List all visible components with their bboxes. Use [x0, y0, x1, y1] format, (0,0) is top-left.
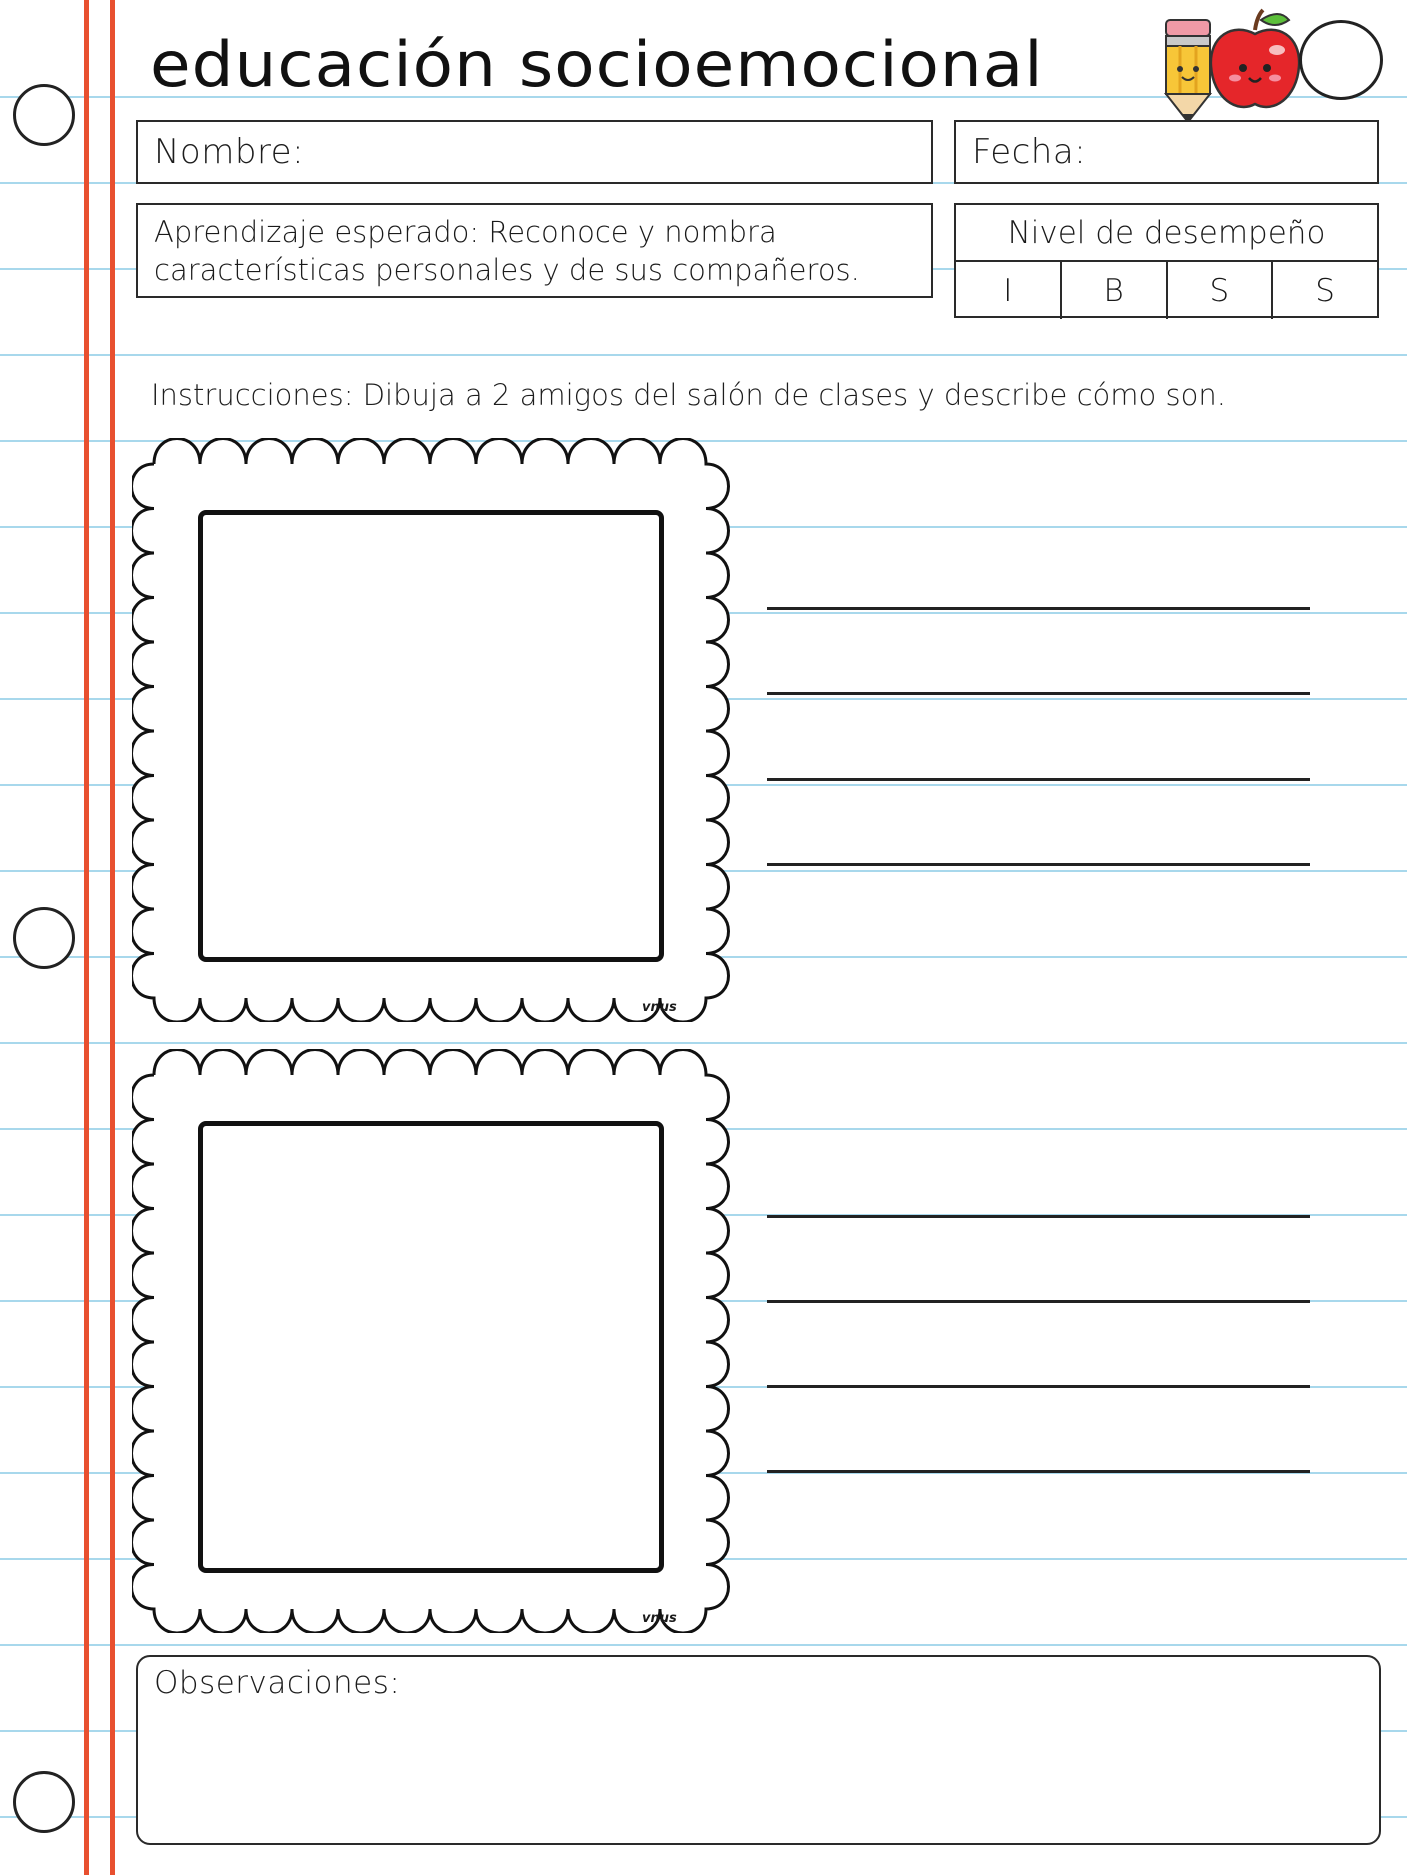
drawing-frame-2[interactable] [132, 1049, 730, 1633]
date-label: Fecha: [972, 132, 1087, 172]
margin-line-right [110, 0, 115, 1875]
answer-line[interactable] [767, 692, 1310, 695]
answer-line[interactable] [767, 778, 1310, 781]
apple-mascot-icon [1205, 6, 1305, 116]
drawing-area[interactable] [198, 1121, 664, 1573]
learning-expectation-line-1: Aprendizaje esperado: Reconoce y nombra [154, 215, 777, 249]
answer-line[interactable] [767, 1470, 1310, 1473]
binder-hole-bottom [13, 1771, 75, 1833]
answer-line[interactable] [767, 1385, 1310, 1388]
binder-hole-top [13, 84, 75, 146]
level-cell-b[interactable]: B [1062, 262, 1168, 319]
frame-signature: vnus [642, 1000, 677, 1015]
margin-line-left [84, 0, 89, 1875]
answer-line[interactable] [767, 863, 1310, 866]
date-field[interactable] [954, 120, 1379, 184]
frame-signature: vnus [642, 1611, 677, 1626]
observations-box[interactable] [136, 1655, 1381, 1845]
instructions-text: Instrucciones: Dibuja a 2 amigos del salón de clases y describe cómo son. [151, 378, 1226, 412]
learning-expectation-box [136, 203, 933, 298]
level-cell-s2[interactable]: S [1315, 272, 1335, 309]
binder-hole-middle [13, 907, 75, 969]
level-cell-i[interactable]: I [956, 262, 1062, 319]
learning-expectation-line-2: características personales y de sus compañeros. [154, 253, 860, 287]
name-field[interactable] [136, 120, 933, 184]
name-label: Nombre: [154, 132, 305, 172]
drawing-frame-1[interactable] [132, 438, 730, 1022]
answer-line[interactable] [767, 1215, 1310, 1218]
drawing-area[interactable] [198, 510, 664, 962]
level-cell-s1[interactable]: S [1168, 262, 1274, 319]
observations-label: Observaciones: [154, 1665, 401, 1701]
answer-line[interactable] [767, 607, 1310, 610]
grade-circle[interactable] [1299, 20, 1383, 100]
page-title: educación socioemocional [150, 27, 1044, 102]
performance-level-heading: Nivel de desempeño [956, 205, 1377, 262]
answer-line[interactable] [767, 1300, 1310, 1303]
performance-level-table [954, 203, 1379, 318]
